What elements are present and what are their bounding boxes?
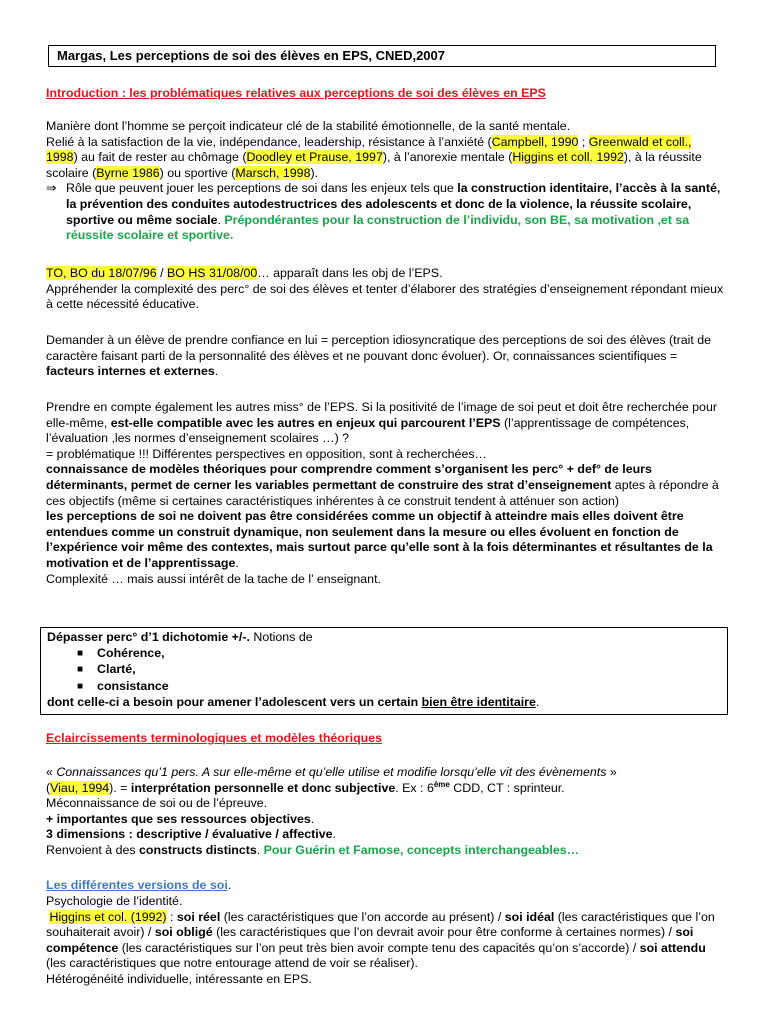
ref-greenwald: Greenwald et coll., 1998 xyxy=(46,134,692,165)
intro-paragraph xyxy=(46,119,726,244)
ref-higgins-col: Higgins et col. (1992) xyxy=(49,909,167,924)
bullet-item: ■ Clarté, xyxy=(47,662,721,679)
confidence-paragraph: Demander à un élève de prendre confiance en lui = perception idiosyncratique des perceptions de soi des élèves (trait de caractère faisant parti de la personnalité des élèves et ne pouvant donc évoluer). Or, connaissances scientifiques = facteurs internes et externes. xyxy=(46,333,712,379)
document-title: Margas, Les perceptions de soi des élèves en EPS, CNED,2007 xyxy=(48,45,716,67)
intro-line: Relié à la satisfaction de la vie, indépendance, leadership, résistance à l’anxiété (Campbell, 1990 ; Greenwald et coll., 1998) au fait de rester au chômage (Doodley et Prause, 1997), à l’anorexie mentale (Higgins et coll. 1992), à la réussite scolaire (Byrne 1986) ou sportive (Marsch, 1998). xyxy=(46,134,702,180)
section2-heading: Eclaircissements terminologiques et modèles théoriques xyxy=(46,731,383,745)
ref-viau: Viau, 1994 xyxy=(50,780,110,795)
bullet-item: ■ Cohérence, xyxy=(47,646,721,663)
ref-byrne: Byrne 1986 xyxy=(96,165,160,180)
ref-campbell: Campbell, 1990 xyxy=(491,134,579,149)
ref-to-bo: TO, BO du 18/07/96 xyxy=(46,266,157,280)
notions-box: Dépasser perc° d’1 dichotomie +/-. Notions de ■ Cohérence, ■ Clarté, ■ consistance dont celle-ci a besoin pour amener l’adolescent vers un certain bien être identitaire. xyxy=(40,627,728,715)
arrow-icon: ⇒ xyxy=(46,181,57,196)
definition-paragraph: « Connaissances qu’1 pers. A sur elle-même et qu’elle utilise et modifie lorsqu’elle vit des évènements » (Viau, 1994). = interprétation personnelle et donc subjective. Ex : 6ème CDD, CT : sprinteur. Méconnaissance de soi ou de l’épreuve. + importantes que ses ressources objectives. 3 dimensions : descriptive / évaluative / affective. Renvoient à des constructs distincts. Pour Guérin et Famose, concepts interchangeables… xyxy=(46,765,617,857)
section3-heading: Les différentes versions de soi. xyxy=(46,878,232,892)
versions-paragraph: Psychologie de l’identité. Higgins et col. (1992) : soi réel (les caractéristiques que l’on accorde au présent) / soi idéal (les caractéristiques que l’on souhaiterait avoir) / soi obligé (les caractéristiques que l’on devrait avoir pour être conforme à certaines normes) / soi compétence (les caractéristiques sur l’on peut très bien avoir compte tenu des capacités qu’on s’accorde) / soi attendu (les caractéristiques que notre entourage attend de voir se réaliser). Hétérogénéité individuelle, intéressante en EPS. xyxy=(46,894,715,986)
ref-bo-hs: BO HS 31/08/00 xyxy=(167,266,258,280)
intro-heading: Introduction : les problématiques relatives aux perceptions de soi des élèves en EPS xyxy=(46,86,546,100)
ref-doodley: Doodley et Prause, 1997 xyxy=(246,150,383,165)
intro-line: Manière dont l’homme se perçoit indicateur clé de la stabilité émotionnelle, de la santé mentale. xyxy=(46,119,571,133)
ref-marsch: Marsch, 1998 xyxy=(235,165,311,180)
bullet-item: ■ consistance xyxy=(47,679,721,696)
missions-paragraph: Prendre en compte également les autres miss° de l’EPS. Si la positivité de l’image de soi peut et doit être recherchée pour elle-même, est-elle compatible avec les autres en enjeux qui parcourent l’EPS (l’apprentissage de compétences, l’évaluation ,les normes d’enseignement scolaires …) ? = problématique !!! Différentes perspectives en opposition, sont à recherchées… connaissance de modèles théoriques pour comprendre comment s’organisent les perc° + def° de leurs déterminants, permet de cerner les variables permettant de construire des strat d’enseignement aptes à répondre à ces objectifs (même si certaines caractéristiques inhérentes à ce construit tendent à atténuer son action) les perceptions de soi ne doivent pas être considérées comme un objectif à atteindre mais elles doivent être entendues comme un construit dynamique, non seulement dans la mesure ou elles évoluent en fonction de l’expérience voir même des contextes, mais surtout parce qu’elle sont à la fois déterminantes et résultantes de la motivation et de l’apprentissage. Complexité … mais aussi intérêt de la tache de l’ enseignant. xyxy=(46,400,719,586)
arrow-item: ⇒ Rôle que peuvent jouer les perceptions de soi dans les enjeux tels que la construction identitaire, l’accès à la santé, la prévention des conduites autodestructrices des adolescents et donc de la violence, la réussite scolaire, sportive ou même sociale. Prépondérantes pour la construction de l’individu, son BE, sa motivation ,et sa réussite scolaire et sportive. xyxy=(46,181,721,243)
bo-paragraph: TO, BO du 18/07/96 / BO HS 31/08/00… apparaît dans les obj de l’EPS. Appréhender la complexité des perc° de soi des élèves et tenter d’élaborer des stratégies d’enseignement répondant mieux à cette nécessité éducative. xyxy=(46,266,724,312)
ref-higgins-1992: Higgins et coll. 1992 xyxy=(512,150,624,165)
